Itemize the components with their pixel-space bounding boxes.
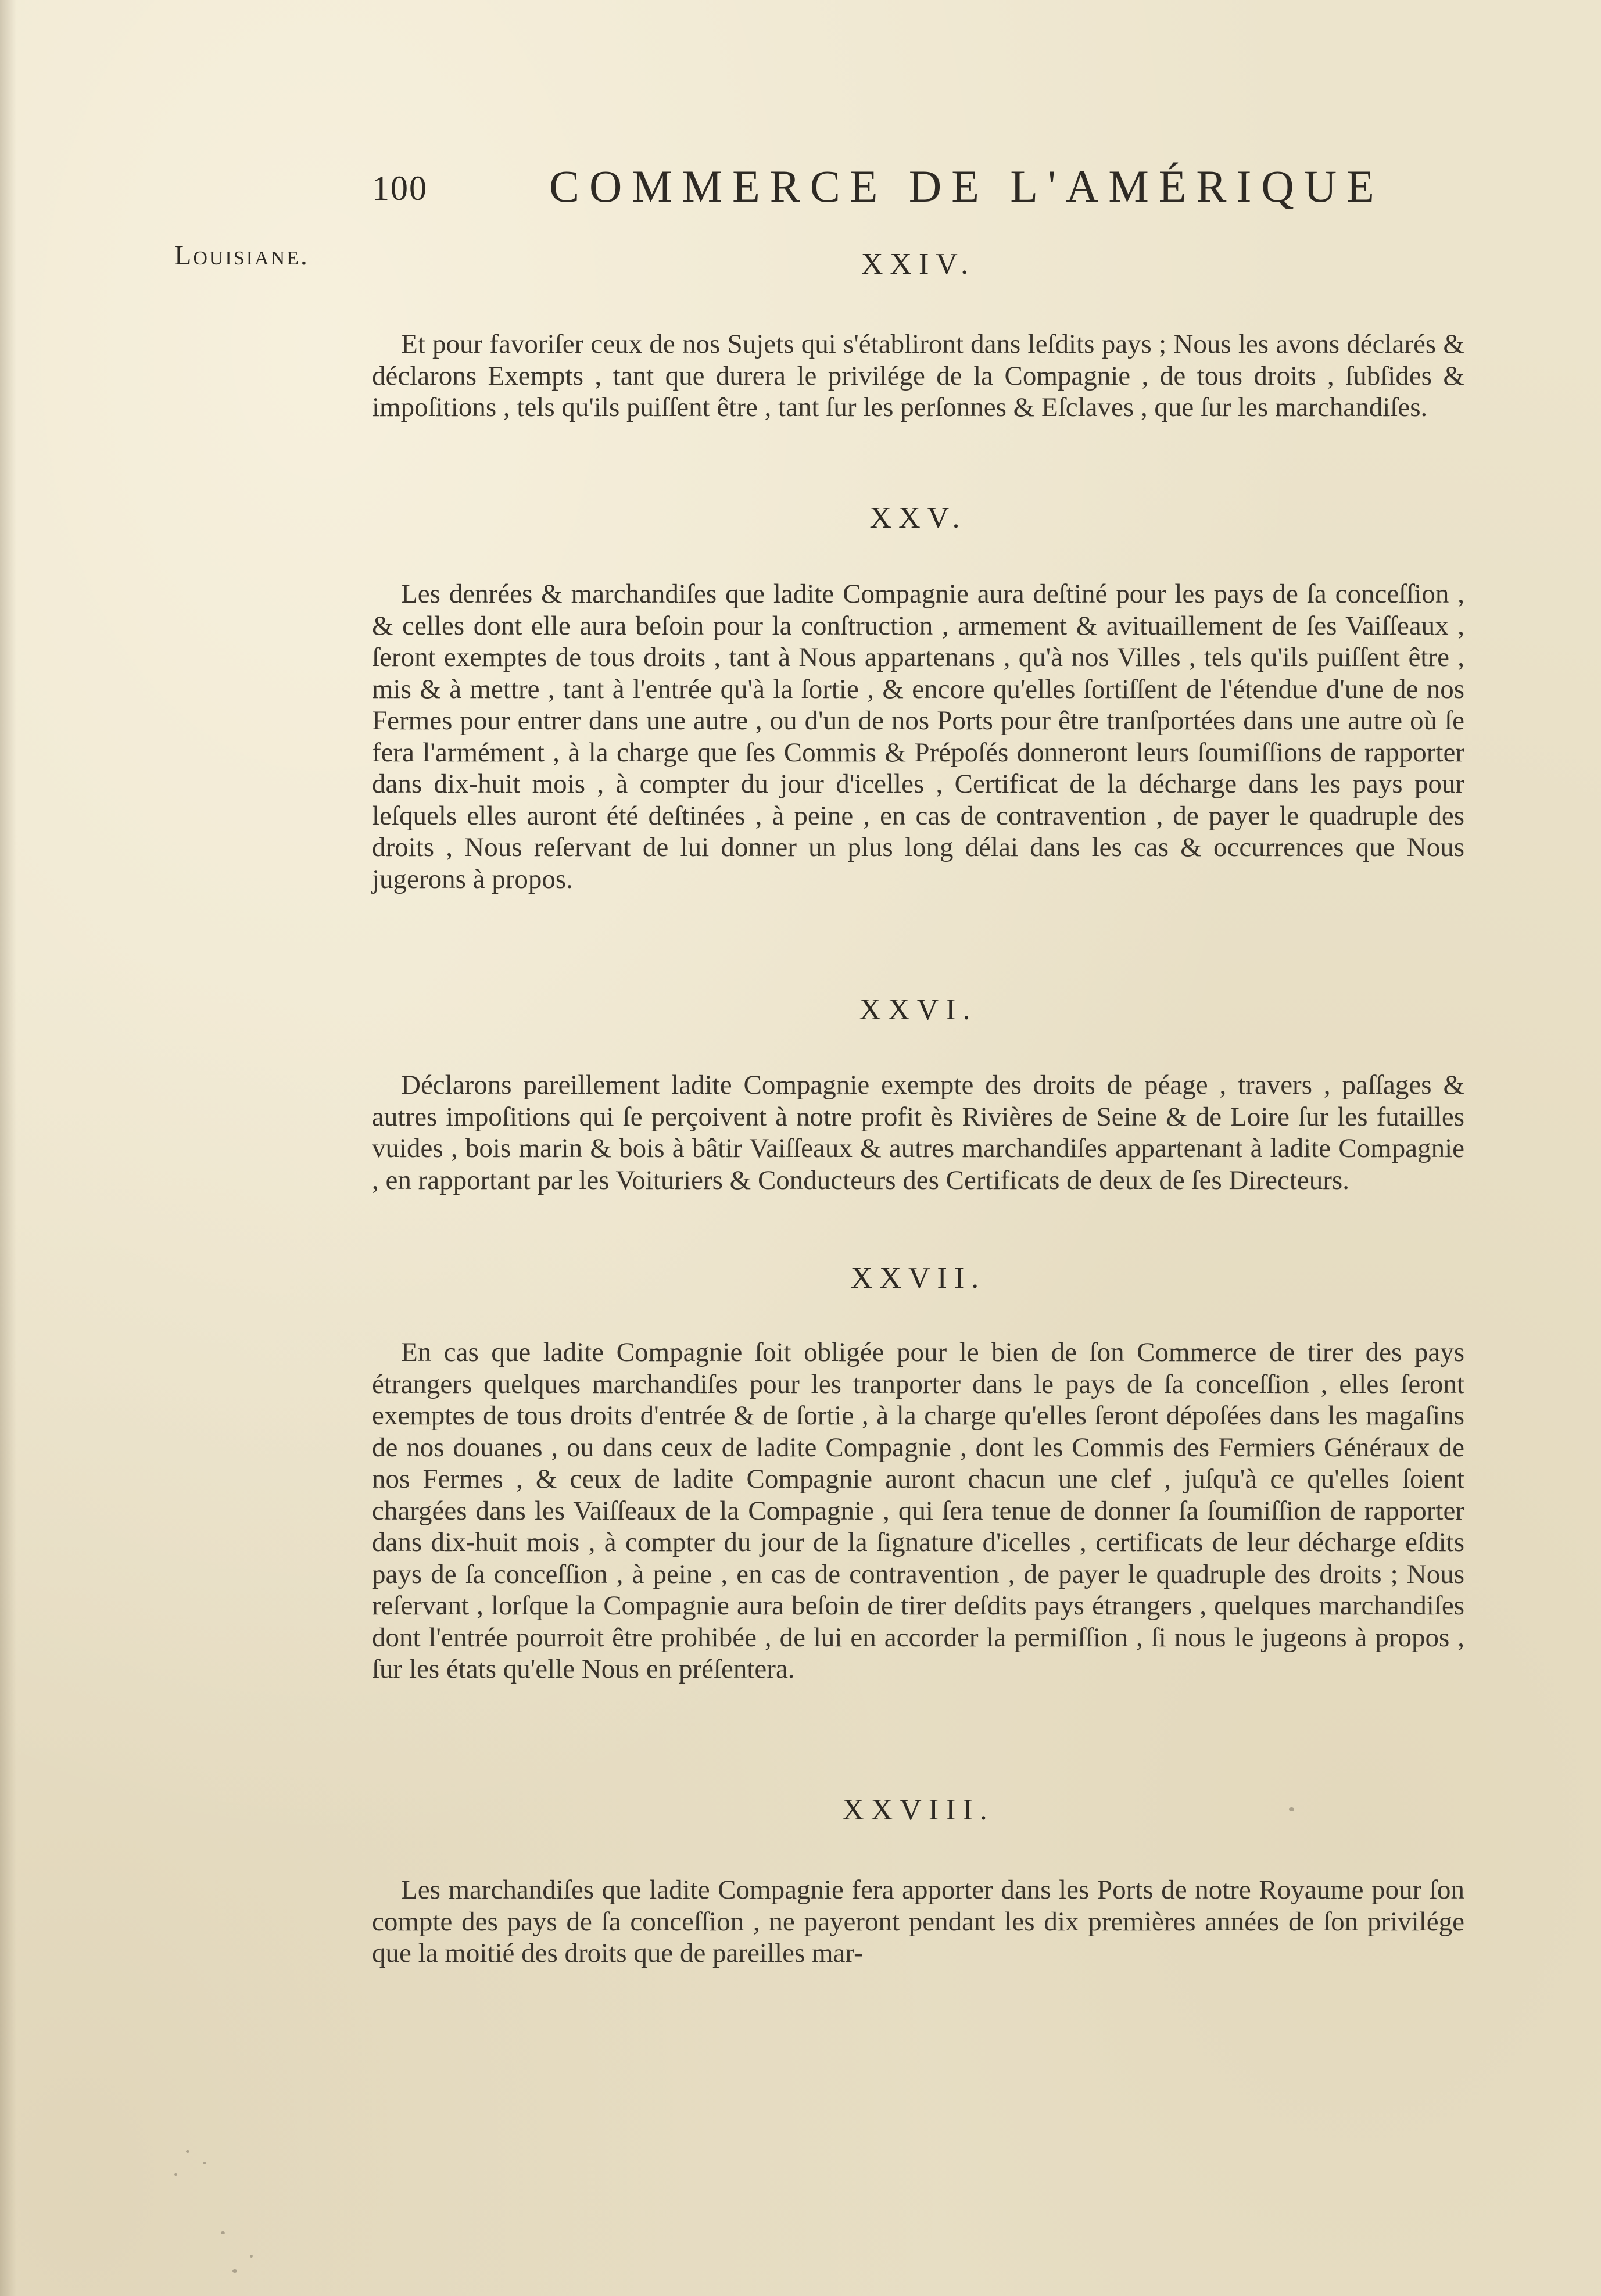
paper-speck bbox=[174, 2173, 177, 2176]
running-title: COMMERCE DE L'AMÉRIQUE bbox=[549, 161, 1384, 212]
paper-speck bbox=[232, 2269, 237, 2273]
margin-note: Louisiane. bbox=[174, 240, 309, 271]
article-heading-xxv: XXV. bbox=[869, 502, 967, 535]
paper-speck bbox=[186, 2150, 189, 2153]
article-text-xxv: Les denrées & marchandiſes que ladite Compagnie aura deſtiné pour les pays de ſa conceſſion , & celles dont elle aura beſoin pour la conſtruction , armement & avituaillement de ſes Vaiſſeaux , ſeront exemptes de tous droits , tant à Nous appartenans , qu'à nos Villes , tels qu'ils puiſſent être , mis & à mettre , tant à l'entrée qu'à la ſortie , & encore qu'elles ſortiſſent de l'étendue d'une de nos Fermes pour entrer dans une autre , ou d'un de nos Ports pour être tranſportées dans une autre où ſe fera l'armément , à la charge que ſes Commis & Prépoſés donneront leurs ſoumiſſions de rapporter dans dix-huit mois , à compter du jour d'icelles , Certificat de la décharge dans les pays pour leſquels elles auront été deſtinées , à peine , en cas de contravention , de payer le quadruple des droits , Nous reſervant de lui donner un plus long délai dans les cas & occurrences que Nous jugerons à propos. bbox=[372, 579, 1464, 894]
page-number: 100 bbox=[372, 169, 428, 207]
article-heading-xxvi: XXVI. bbox=[859, 993, 977, 1026]
article-text-xxiv: Et pour favoriſer ceux de nos Sujets qui s'établiront dans leſdits pays ; Nous les avons déclarés & déclarons Exempts , tant que durera le privilége de la Compagnie , de tous droits , ſubſides & impoſitions , tels qu'ils puiſſent être , tant ſur les perſonnes & Eſclaves , que ſur les marchandiſes. bbox=[372, 329, 1464, 422]
article-text-xxvi: Déclarons pareillement ladite Compagnie exempte des droits de péage , travers , paſſages & autres impoſitions qui ſe perçoivent à notre profit ès Rivières de Seine & de Loire ſur les futailles vuides , bois marin & bois à bâtir Vaiſſeaux & autres marchandiſes appartenant à ladite Compagnie , en rapportant par les Voituriers & Conducteurs des Certificats de deux de ſes Directeurs. bbox=[372, 1070, 1464, 1195]
article-heading-xxiv: XXIV. bbox=[861, 248, 976, 281]
paper-speck bbox=[221, 2231, 225, 2234]
paper-speck bbox=[250, 2255, 253, 2258]
paper-speck bbox=[1289, 1807, 1294, 1811]
article-text-xxvii: En cas que ladite Compagnie ſoit obligée pour le bien de ſon Commerce de tirer des pays étrangers quelques marchandiſes pour les tranporter dans le pays de ſa conceſſion , elles ſeront exemptes de tous droits d'entrée & de ſortie , à la charge qu'elles ſeront dépoſées dans les magaſins de nos douanes , ou dans ceux de ladite Compagnie , dont les Commis des Fermiers Généraux de nos Fermes , & ceux de ladite Compagnie auront chacun une clef , juſqu'à ce qu'elles ſoient chargées dans les Vaiſſeaux de la Compagnie , qui ſera tenue de donner ſa ſoumiſſion de rapporter dans dix-huit mois , à compter du jour de la ſignature d'icelles , certificats de leur décharge eſdits pays de ſa conceſſion , à peine , en cas de contravention , de payer le quadruple des droits ; Nous reſervant , lorſque la Compagnie aura beſoin de tirer deſdits pays étrangers , quelques marchandiſes dont l'entrée pourroit être prohibée , de lui en accorder la permiſſion , ſi nous le jugeons à propos , ſur les états qu'elle Nous en préſentera. bbox=[372, 1337, 1464, 1684]
page-edge-shadow bbox=[0, 0, 16, 2296]
paper-speck bbox=[203, 2162, 206, 2164]
article-heading-xxviii: XXVIII. bbox=[842, 1793, 994, 1826]
article-text-xxviii: Les marchandiſes que ladite Compagnie fera apporter dans les Ports de notre Royaume pour ſon compte des pays de ſa conceſſion , ne payeront pendant les dix premières années de ſon privilége que la moitié des droits que de pareilles mar- bbox=[372, 1875, 1464, 1968]
article-heading-xxvii: XXVII. bbox=[850, 1262, 986, 1295]
